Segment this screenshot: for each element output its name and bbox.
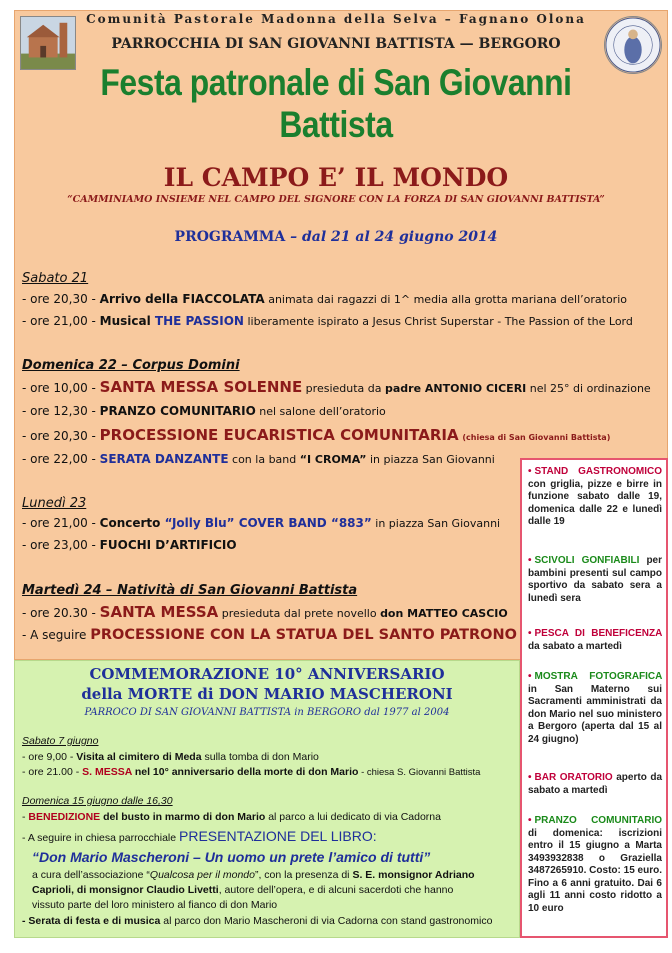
program-label: PROGRAMMA [174,229,286,245]
motto: IL CAMPO E’ IL MONDO [163,163,509,192]
book-line: vissuto parte del loro ministero al fianco di don Mario [32,899,278,911]
event-row: - ore 21,00 - Concerto “Jolly Blu” COVER BAND “883” in piazza San Giovanni [22,516,501,530]
event-row: - ore 10,00 - SANTA MESSA SOLENNE presieduta da padre ANTONIO CICERI nel 25° di ordinazione [22,378,651,396]
comm-sun-title: Domenica 15 giugno dalle 16,30 [22,795,173,807]
sidebar-item-pranzo: • PRANZO COMUNITARIO di domenica: iscrizioni entro il 15 giugno a Marta 3493932838 o Graziella 3487265910. Costo: 15 euro. Fino a 6 anni gratuito. Dai 6 agli 11 anni costo ridotto a 10 euro [528,815,662,914]
bullet-icon: • [528,671,532,682]
book-title: “Don Mario Mascheroni – Un uomo un prete l’amico di tutti” [32,849,431,865]
event-row: - Serata di festa e di musica al parco don Mario Mascheroni di via Cadorna con stand gastronomico [22,915,493,927]
bullet-icon: • [528,628,532,639]
event-row: - A seguire PROCESSIONE CON LA STATUA DEL SANTO PATRONO [22,627,517,643]
community-header: Comunità Pastorale Madonna della Selva – Fagnano Olona [86,12,586,26]
bullet-icon: • [528,555,532,566]
event-row: - ore 21,00 - Musical THE PASSION liberamente ispirato a Jesus Christ Superstar - The Passion of the Lord [22,314,633,328]
book-line: a cura dell’associazione “Qualcosa per il mondo”, con la presenza di S. E. monsignor Adriano [32,869,475,881]
book-line: Caprioli, di monsignor Claudio Livetti, autore dell’opera, e di alcuni sacerdoti che hanno [32,884,454,896]
commemoration-subtitle: PARROCO DI SAN GIOVANNI BATTISTA in BERGORO dal 1977 al 2004 [84,707,450,718]
event-row: - ore 22,00 - SERATA DANZANTE con la band “I CROMA” in piazza San Giovanni [22,452,495,466]
event-row: - ore 23,00 - FUOCHI D’ARTIFICIO [22,538,237,552]
event-row: - ore 12,30 - PRANZO COMUNITARIO nel salone dell’oratorio [22,404,386,418]
sidebar-item-pesca: • PESCA DI BENEFICENZA da sabato a martedì [528,628,662,652]
event-row: - ore 9,00 - Visita al cimitero di Meda sulla tomba di don Mario [22,751,319,763]
page-title: Festa patronale di San Giovanni Battista [100,62,572,145]
day-title-sat: Sabato 21 [22,271,89,286]
motto-subtitle: “CAMMINIAMO INSIEME NEL CAMPO DEL SIGNORE CON LA FORZA DI SAN GIOVANNI BATTISTA” [67,194,605,205]
program-dates: – dal 21 al 24 giugno 2014 [290,229,498,245]
event-row: - ore 20.30 - SANTA MESSA presieduta dal prete novello don MATTEO CASCIO [22,603,508,621]
event-row: - BENEDIZIONE del busto in marmo di don Mario al parco a lui dedicato di via Cadorna [22,811,441,823]
bullet-icon: • [528,466,532,477]
commemoration-title: COMMEMORAZIONE 10° ANNIVERSARIO [89,665,445,683]
parish-header: PARROCCHIA DI SAN GIOVANNI BATTISTA — BERGORO [111,36,561,52]
sidebar-item-bar: • BAR ORATORIO aperto da sabato a martedì [528,772,662,796]
bullet-icon: • [528,772,532,783]
sidebar-item-scivoli: • SCIVOLI GONFIABILI per bambini presenti sul campo sportivo da sabato sera a lunedì sera [528,555,663,604]
event-row: - ore 20,30 - Arrivo della FIACCOLATA animata dai ragazzi di 1^ media alla grotta mariana dell’oratorio [22,292,627,306]
commemoration-title-2: della MORTE di DON MARIO MASCHERONI [81,685,453,703]
sidebar-item-mostra: • MOSTRA FOTOGRAFICA in San Materno sui Sacramenti amministrati da don Mario nel suo ministero a Bergoro (aperta dal 15 al 24 giugno) [528,671,662,745]
day-title-mon: Lunedì 23 [22,496,87,511]
comm-sat-title: Sabato 7 giugno [22,735,99,747]
event-row: - ore 20,30 - PROCESSIONE EUCARISTICA COMUNITARIA (chiesa di San Giovanni Battista) [22,426,611,444]
day-title-sun: Domenica 22 – Corpus Domini [22,358,240,373]
program-heading [0,229,672,245]
sidebar-item-stand: • STAND GASTRONOMICO con griglia, pizze e birre in funzione sabato dalle 19, domenica dalle 22 e lunedì dalle 19 [528,466,662,527]
event-row: - A seguire in chiesa parrocchiale PRESENTAZIONE DEL LIBRO: [22,828,377,844]
day-title-tue: Martedì 24 – Natività di San Giovanni Battista [22,583,358,598]
event-row: - ore 21.00 - S. MESSA nel 10° anniversario della morte di don Mario - chiesa S. Giovanni Battista [22,766,481,778]
bullet-icon: • [528,815,532,826]
